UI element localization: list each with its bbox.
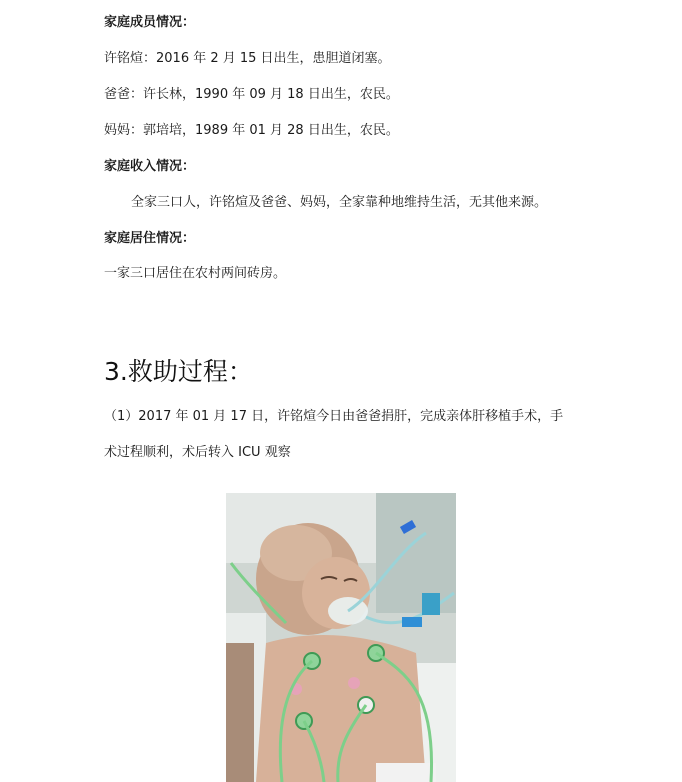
rescue-process-heading: 3.救助过程： <box>104 357 253 386</box>
rescue-process-line-2: 术过程顺利，术后转入 ICU 观察 <box>104 445 291 460</box>
icu-patient-photo <box>226 493 456 782</box>
child-info: 许铭煊：2016 年 2 月 15 日出生，患胆道闭塞。 <box>104 51 391 66</box>
father-info: 爸爸：许长林，1990 年 09 月 18 日出生，农民。 <box>104 87 399 102</box>
mother-info: 妈妈：郭培培，1989 年 01 月 28 日出生，农民。 <box>104 123 399 138</box>
rescue-process-line-1: （1）2017 年 01 月 17 日，许铭煊今日由爸爸捐肝，完成亲体肝移植手术，手 <box>104 409 564 424</box>
family-members-heading: 家庭成员情况： <box>104 15 196 30</box>
family-housing-text: 一家三口居住在农村两间砖房。 <box>104 266 287 281</box>
family-income-text: 全家三口人，许铭煊及爸爸、妈妈，全家靠种地维持生活，无其他来源。 <box>131 195 548 210</box>
family-housing-heading: 家庭居住情况： <box>104 231 196 246</box>
family-income-heading: 家庭收入情况： <box>104 159 196 174</box>
